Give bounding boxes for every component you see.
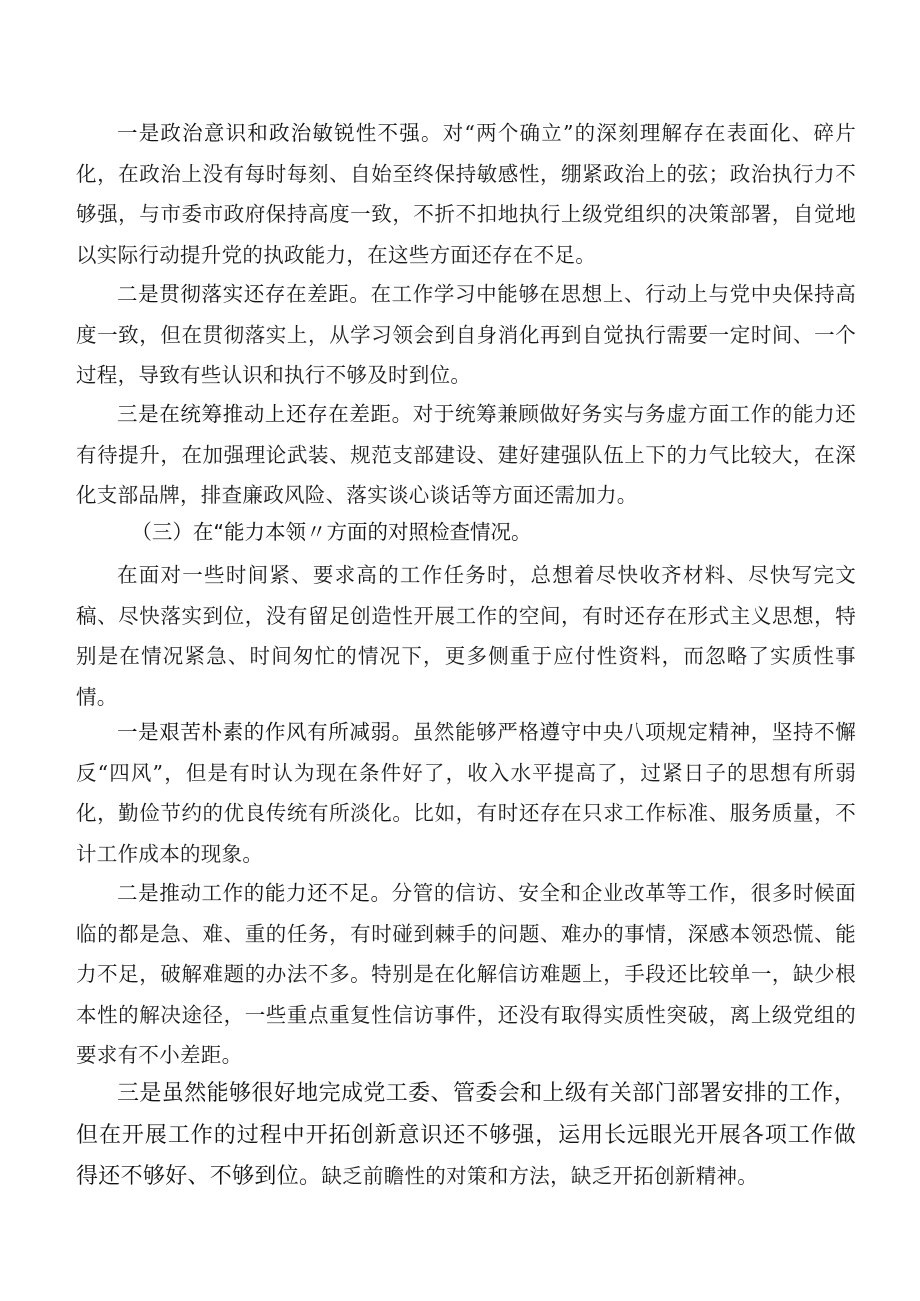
paragraph-coordination-gap xyxy=(76,394,856,516)
paragraph-work-capacity xyxy=(76,873,856,1076)
paragraph-political-awareness xyxy=(76,113,856,275)
paragraph-body: 在面对一些时间紧、要求高的工作任务时，总想着尽快收齐材料、尽快写完文稿、尽快落实到位，没有留足创造性开展工作的空间，有时还存在形式主义思想，特别是在情况紧急、时间匆忙的情况下，更多侧重于应付性资料，而忽略了实质性事情。 xyxy=(76,563,856,709)
paragraph-lead: 三是在统筹推动上还存在差距。 xyxy=(117,402,413,426)
paragraph-lead: 二是推动工作的能力还不足。 xyxy=(117,881,392,905)
paragraph-body: 缺乏前瞻性的对策和方法，缺乏开拓创新精神。 xyxy=(321,1164,759,1188)
paragraph-lead: 一是政治意识和政治敏锐性不强。 xyxy=(117,121,443,145)
paragraph-body: 分管的信访、安全和企业改革等工作，很多时候面临的都是急、难、重的任务，有时碰到棘手的问题、难办的事情，深感本领恐慌、能力不足，破解难题的办法不多。特别是在化解信访难题上，手段还比较单一，缺少根本性的解决途径，一些重点重复性信访事件，还没有取得实质性突破，离上级党组的要求有不小差距。 xyxy=(76,881,856,1067)
paragraph-lead: 三是虽然能够很好地完成党工委、管委会和上级有关部门部署安排的工作，但在开展工作的过程中开拓创新意识还不够强，运用长远眼光开展各项工作做得还不够好、不够到位。 xyxy=(76,1081,856,1189)
paragraph-ability-overview xyxy=(76,555,856,717)
section-heading-ability: （三）在“能力本领〃方面的对照检查情况。 xyxy=(131,520,532,544)
paragraph-frugal-style xyxy=(76,712,856,874)
paragraph-implementation-gap xyxy=(76,274,856,396)
paragraph-innovation xyxy=(76,1073,856,1198)
paragraph-lead: 一是艰苦朴素的作风有所减弱。 xyxy=(117,720,413,744)
paragraph-body: 对于统筹兼顾做好务实与务虚方面工作的能力还有待提升，在加强理论武装、规范支部建设、建好建强队伍上下的力气比较大，在深化支部品牌，排查廉政风险、落实谈心谈话等方面还需加力。 xyxy=(76,402,856,507)
paragraph-lead: 二是贯彻落实还存在差距。 xyxy=(117,282,371,306)
paragraph-body: 虽然能够严格遵守中央八项规定精神，坚持不懈反“四风”，但是有时认为现在条件好了，收入水平提高了，过紧日子的思想有所弱化，勤俭节约的优良传统有所淡化。比如，有时还存在只求工作标准、服务质量，不计工作成本的现象。 xyxy=(76,720,856,866)
paragraph-body: 在工作学习中能够在思想上、行动上与党中央保持高度一致，但在贯彻落实上，从学习领会到自身消化再到自觉执行需要一定时间、一个过程，导致有些认识和执行不够及时到位。 xyxy=(76,282,856,387)
paragraph-body: 对“两个确立”的深刻理解存在表面化、碎片化，在政治上没有每时每刻、自始至终保持敏感性，绷紧政治上的弦；政治执行力不够强，与市委市政府保持高度一致，不折不扣地执行上级党组织的决策部署，自觉地以实际行动提升党的执政能力，在这些方面还存在不足。 xyxy=(76,121,857,267)
